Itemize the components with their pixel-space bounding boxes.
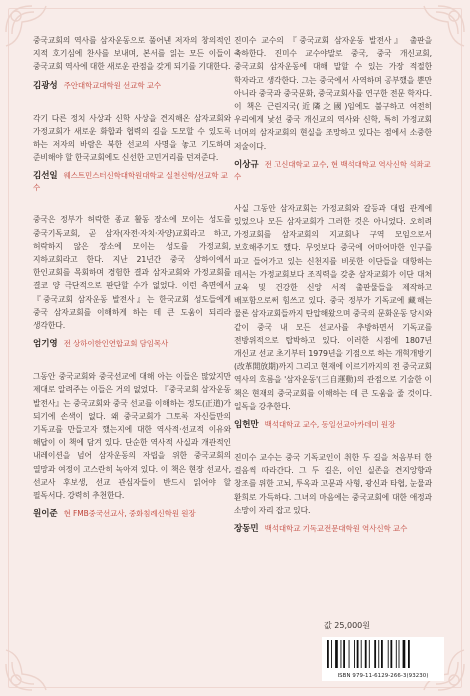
reviewer-name: 이상규 <box>234 159 259 170</box>
reviewer-title: 현 FMB중국선교사, 중화침례신학원 원장 <box>63 509 196 519</box>
review-text: 진미수 교수는 중국 기독교인이 취한 두 길을 처음부터 한 걸음씩 따라간다. 그 두 길은, 이인 실존을 견지앙향과 창조를 위한 고뇌, 투옥과 고문과 사형, 광신과 타협, 눈물과 환희로 가득하다. 그녀의 마음에는 중국교회에 대한 애정과 소망이 자리 잡고 있다. <box>234 453 432 515</box>
reviewer-title: 백석대학교 기독교전문대학원 역사신학 교수 <box>264 524 408 534</box>
reviewer-signature <box>33 80 231 92</box>
price-barcode-area <box>322 620 452 681</box>
reviewer-title: 웨스트민스터신학대학원대학교 실천신학/선교학 교수 <box>33 171 228 193</box>
barcode-bars-icon <box>326 640 440 668</box>
reviewer-name: 원이준 <box>33 509 58 520</box>
review-text: 각기 다른 정치 사상과 신학 사상을 견지해온 삼자교회와 가정교회가 새로운 화합과 협력의 길을 도모할 수 있도록 하는 저자의 바람은 북한 선교의 사명을 놓고 기도하며 준비해야 할 한국교회에도 신선한 고민거리를 던져준다. <box>33 113 231 163</box>
review <box>33 370 231 520</box>
reviewer-signature <box>33 508 231 520</box>
reviewer-name: 김광성 <box>33 80 58 91</box>
review-text: 사실 그동안 삼자교회는 가정교회와 갈등과 대립 관계에 있었으나 모든 삼자교회가 그러한 것은 아니었다. 오히려 가정교회를 삼자교회의 지교회나 구역 모임으로서 보호해주기도 했다. 무엇보다 중국에 어마어마한 인구를 파고 들어가고 있는 신천지를 비롯한 이단들을 대항하는 데서는 가정교회보다 조직력을 갖춘 삼자교회가 이단 대처 교육 및 건강한 신앙 서적 출판물들을 제작하고 배포함으로써 힘쓰고 있다. 중국 정부가 기독교에 藏해는 물론 삼자교회들까지 탄압해왔으며 중국의 문화운동 당시와 같이 중국 내 모든 선교사를 추방하면서 기독교를 전방위적으로 탑박하고 있다. 이러한 시점에 1807년 개신교 선교 초기부터 1979년을 기점으로 하는 개혁개방기(改革開放期)까지 그리고 현재에 이르기까지의 전 중국교회 역사의 흐름을 '삼자운동'(三自運動)의 관점으로 기술한 이 책은 현재의 중국교회를 이해하는 데 큰 도움을 줄 것이다. 일독을 강추한다. <box>234 203 432 411</box>
review-text: 중국은 정부가 허락한 종교 활동 장소에 모이는 성도를 중국기독교회, 곧 삼자(자전·자치·자양)교회라고 하고, 허락하지 않은 장소에 모이는 성도를 가정교회, 지하교회라고 한다. 지난 21년간 중국 상하이에서 한인교회를 목회하며 경험한 결과 삼자교회와 가정교회를 결코 양 극단적으로 판단할 수가 없었다. 이런 측면에서 『중국교회 삼자운동 발전사』는 한국교회 성도들에게 중국 삼자교회를 이해하게 하는 데 큰 도움이 되리라 생각한다. <box>33 215 231 331</box>
price-label: 값 25,000원 <box>324 621 370 630</box>
barcode <box>322 637 444 681</box>
review <box>33 34 231 92</box>
left-column <box>33 34 231 540</box>
reviewer-title: 백석대학교 교수, 동일선교아카데미 원장 <box>264 420 396 430</box>
review <box>33 213 231 350</box>
corner-ornament-icon <box>2 630 66 694</box>
reviewer-title: 전 고신대학교 교수, 현 백석대학교 역사신학 석좌교수 <box>234 159 431 181</box>
right-column <box>234 34 432 555</box>
review-text: 중국교회의 역사를 삼자운동으로 풀어낸 저자의 창의적인 지적 호기심에 찬사를 보내며, 본서를 읽는 모든 이들이 중국교회 역사에 대한 새로운 관점을 갖게 되기를 기대한다. <box>33 36 231 72</box>
reviewer-signature <box>33 338 231 350</box>
review-text: 진미수 교수의 『중국교회 삼자운동 발전사』 출판을 축하한다. 진미수 교수야말로 중국, 중국 개신교회, 중국교회 삼자운동에 대해 말할 수 있는 가장 적절한 학자라고 생각한다. 그는 중국에서 사역하며 공부했을 뿐만 아니라 중국과 중국문화, 중국교회사를 연구한 전문 학자다. 이 책은 근린지국(近隣之國)임에도 불구하고 여전히 우리에게 낯선 중국 개신교의 역사와 신학, 특히 가정교회 너머의 삼자교회의 현실을 조망하고 있다는 점에서 소중한 저술이다. <box>234 36 432 151</box>
reviewer-signature <box>234 159 432 182</box>
reviewer-signature <box>234 419 432 431</box>
review <box>33 112 231 194</box>
review <box>234 34 432 182</box>
reviewer-signature <box>33 170 231 193</box>
reviewer-signature <box>234 523 432 535</box>
review-text: 그동안 중국교회와 중국선교에 대해 아는 이들은 많았지만 제대로 알려주는 이들은 거의 없었다. 『중국교회 삼자운동 발전사』는 중국교회와 중국 선교를 이해하는 정도(正道)가 되기에 손색이 없다. 왜 중국교회가 그토록 자신들만의 기독교를 만들고자 했는지에 대한 역사적·선교적 이유와 해답이 이 책에 담겨 있다. 단순한 역사적 사실과 개관적인 내레이션을 넘어 삼자운동의 자립을 위한 중국교회의 열망과 여정이 고스란히 녹아져 있다. 이 책은 현장 선교사, 선교사 후보생, 선교 관심자들이 반드시 읽어야 할 필독서다. 강력히 추천한다. <box>33 372 231 501</box>
review <box>234 451 432 535</box>
reviewer-title: 주안대학교대학원 선교학 교수 <box>63 80 162 90</box>
reviewer-name: 김선일 <box>33 171 58 182</box>
reviewer-title: 전 상하이한인연합교회 담임목사 <box>63 339 169 349</box>
reviewer-name: 임헌만 <box>234 420 259 431</box>
isbn-text: ISBN 979-11-6129-266-3(93230) <box>337 673 429 679</box>
review <box>234 202 432 431</box>
reviewer-name: 장동민 <box>234 524 259 535</box>
reviewer-name: 엄기영 <box>33 339 58 350</box>
